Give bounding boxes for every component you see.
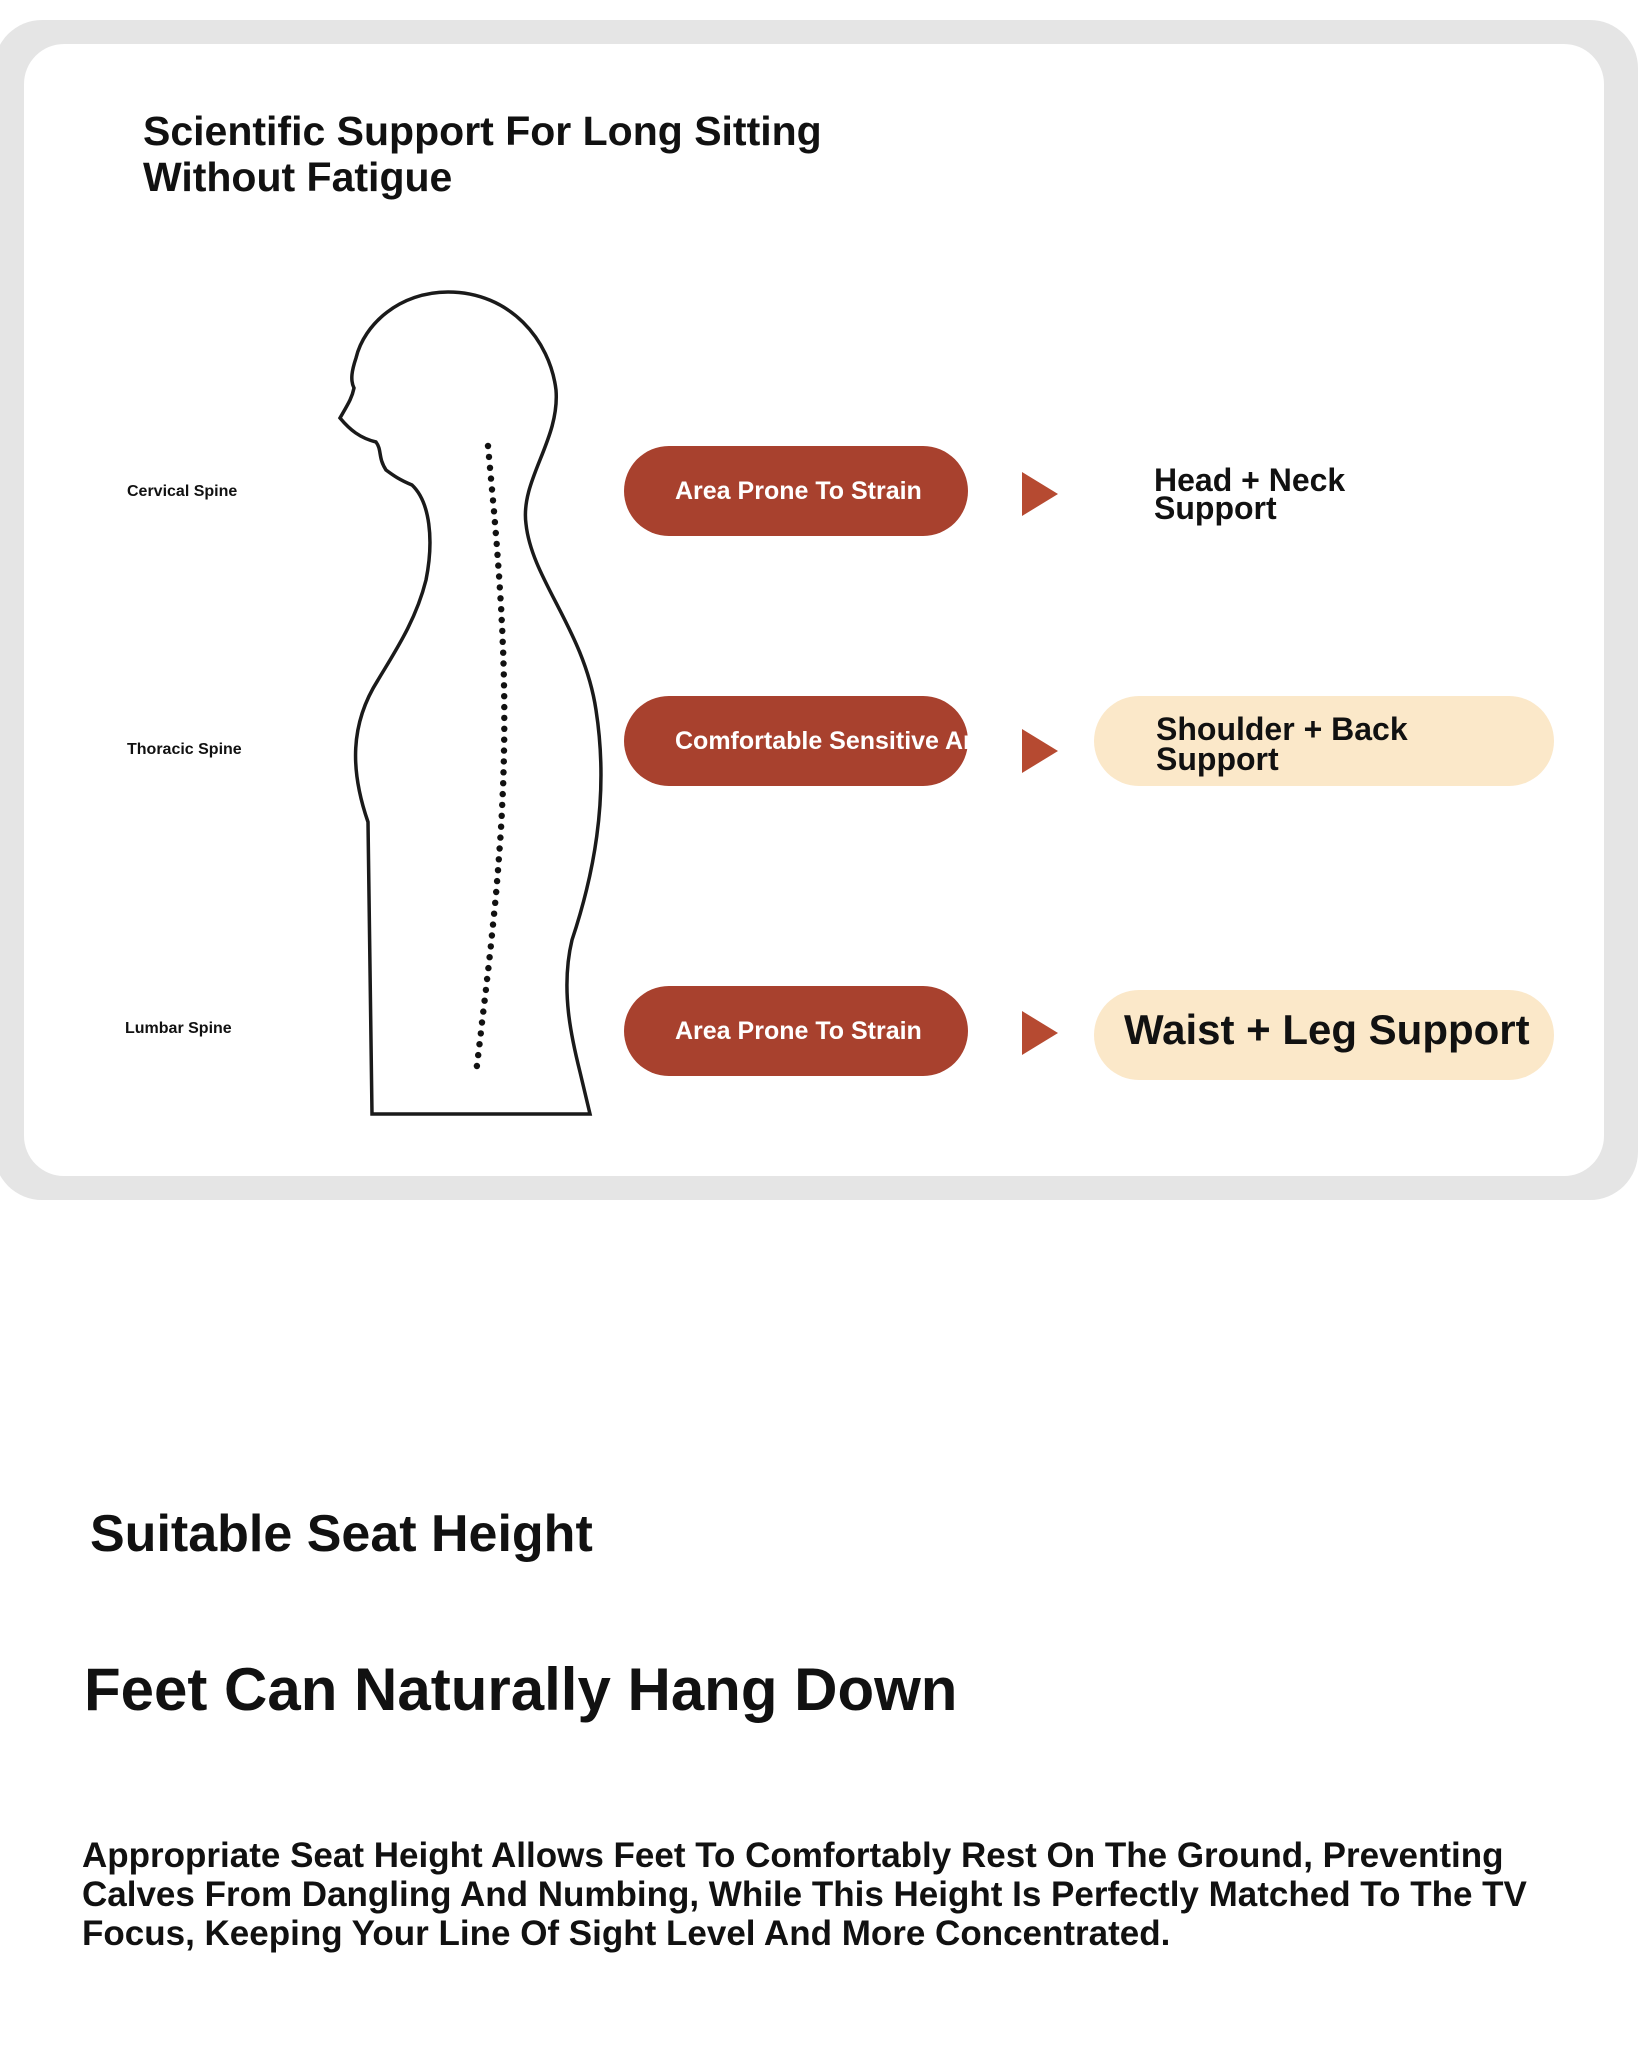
arrow-icon — [1022, 472, 1058, 516]
cervical-spine-label: Cervical Spine — [127, 483, 238, 500]
spine-dot — [475, 1052, 481, 1058]
support-shoulder-back-line2: Support — [1156, 741, 1279, 777]
spine-dot — [496, 856, 502, 862]
spine-dot — [500, 650, 506, 656]
spine-dot — [479, 1019, 485, 1025]
spine-dot — [498, 824, 504, 830]
zone-pill-cervical: Area Prone To Strain — [624, 446, 968, 536]
spine-dot — [480, 1008, 486, 1014]
spine-dot — [500, 780, 506, 786]
support-head-neck — [1154, 462, 1346, 526]
spine-dot — [501, 693, 507, 699]
spine-dot — [500, 769, 506, 775]
thoracic-spine-label: Thoracic Spine — [127, 741, 242, 758]
spine-dot — [497, 584, 503, 590]
spine-dot — [500, 639, 506, 645]
lumbar-spine-label: Lumbar Spine — [125, 1020, 232, 1037]
zone-pill-thoracic: Comfortable Sensitive Area — [624, 696, 968, 786]
spine-dot — [490, 497, 496, 503]
spine-dot — [483, 987, 489, 993]
spine-dot — [497, 834, 503, 840]
spine-dot — [486, 454, 492, 460]
spine-dot — [490, 921, 496, 927]
spine-dot — [491, 911, 497, 917]
spine-dot — [501, 747, 507, 753]
spine-dot — [489, 932, 495, 938]
spine-dot — [497, 595, 503, 601]
spine-dot — [499, 802, 505, 808]
spine-dot — [494, 541, 500, 547]
spine-dot — [495, 867, 501, 873]
support-shoulder-back — [1156, 711, 1408, 777]
spine-dot — [500, 660, 506, 666]
support-head-neck-line1: Head + Neck — [1154, 462, 1346, 498]
arrow-icon — [1022, 1011, 1058, 1055]
spine-dot — [488, 943, 494, 949]
spine-dot — [500, 791, 506, 797]
spine-dot — [494, 552, 500, 558]
spine-dot — [487, 465, 493, 471]
spine-dot — [493, 530, 499, 536]
spine-dot — [501, 704, 507, 710]
spine-dot — [501, 671, 507, 677]
arrow-icon — [1022, 729, 1058, 773]
spine-dot — [492, 900, 498, 906]
spine-dot — [474, 1063, 480, 1069]
spine-dot — [486, 954, 492, 960]
spine-dot — [478, 1030, 484, 1036]
human-silhouette — [320, 280, 620, 1120]
body-outline — [340, 292, 601, 1114]
spine-dots — [474, 443, 508, 1069]
spine-dot — [484, 976, 490, 982]
spine-dot — [501, 715, 507, 721]
spine-dot — [495, 562, 501, 568]
spine-dot — [499, 628, 505, 634]
spine-dot — [496, 845, 502, 851]
support-head-neck-line2: Support — [1154, 490, 1277, 526]
spine-dot — [499, 813, 505, 819]
spine-dot — [488, 475, 494, 481]
spine-dot — [489, 486, 495, 492]
seat-height-title: Suitable Seat Height — [90, 1505, 593, 1563]
diagram-title: Scientific Support For Long Sitting Without Fatigue — [143, 108, 822, 200]
spine-dot — [493, 889, 499, 895]
zone-pill-lumbar: Area Prone To Strain — [624, 986, 968, 1076]
support-waist-leg: Waist + Leg Support — [1124, 1006, 1530, 1053]
support-shoulder-back-line1: Shoulder + Back — [1156, 711, 1408, 747]
spine-dot — [499, 617, 505, 623]
spine-dot — [491, 508, 497, 514]
spine-dot — [501, 758, 507, 764]
seat-height-description: Appropriate Seat Height Allows Feet To Comfortably Rest On The Ground, Preventing Calves From Dangling And Numbing, While This Height Is Perfectly Matched To The TV Focus, Keeping Your Line Of Sight Level And More Concentrated. — [82, 1836, 1527, 1953]
spine-dot — [501, 726, 507, 732]
spine-dot — [501, 737, 507, 743]
spine-dot — [501, 682, 507, 688]
spine-dot — [476, 1041, 482, 1047]
spine-dot — [494, 878, 500, 884]
spine-dot — [481, 998, 487, 1004]
spine-dot — [496, 573, 502, 579]
feet-hang-subtitle: Feet Can Naturally Hang Down — [84, 1656, 958, 1723]
spine-dot — [485, 443, 491, 449]
spine-dot — [485, 965, 491, 971]
spine-dot — [492, 519, 498, 525]
spine-dot — [498, 606, 504, 612]
